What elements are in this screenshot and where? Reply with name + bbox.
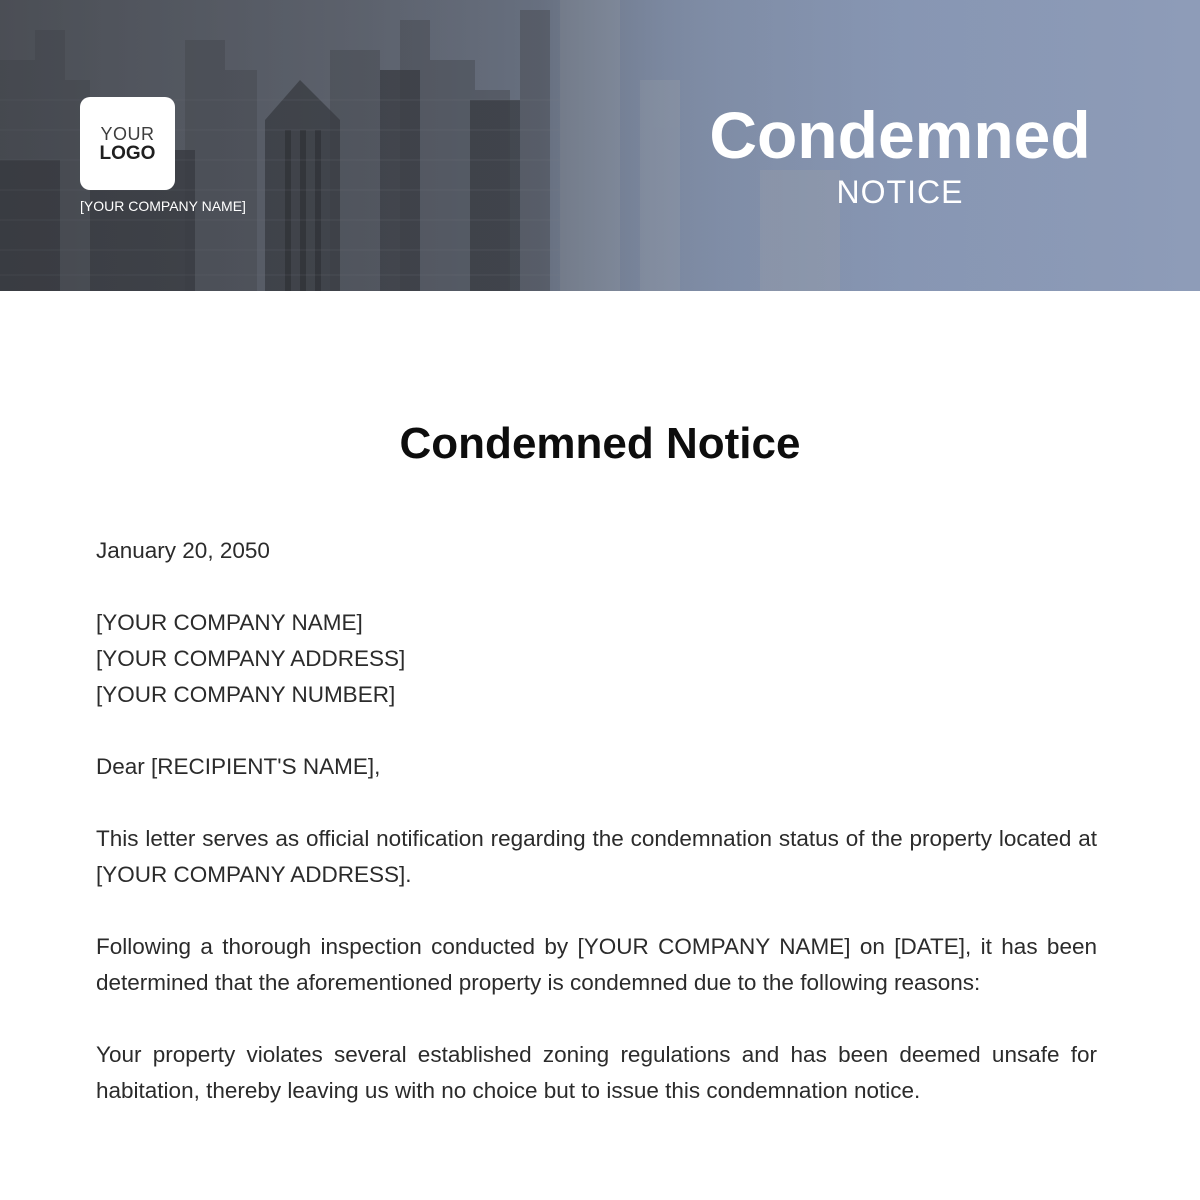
address-line-company-name: [YOUR COMPANY NAME]: [96, 610, 363, 635]
address-line-company-address: [YOUR COMPANY ADDRESS]: [96, 646, 406, 671]
paragraph-violation: Your property violates several established zoning regulations and has been deemed unsafe for habitation, thereby leaving us with no choice but to issue this condemnation notice.: [96, 1042, 1097, 1103]
letter-date: January 20, 2050: [96, 538, 270, 563]
address-line-company-number: [YOUR COMPANY NUMBER]: [96, 682, 396, 707]
logo-bottom-text: LOGO: [99, 142, 156, 164]
document-title: Condemned Notice: [399, 419, 801, 468]
paragraph-inspection: Following a thorough inspection conducted by [YOUR COMPANY NAME] on [DATE], it has been determined that the aforementioned property is condemned due to the following reasons:: [96, 934, 1097, 995]
paragraph-notification: This letter serves as official notification regarding the condemnation status of the property located at [YOUR COMPANY ADDRESS].: [96, 826, 1097, 887]
sender-address-block: [96, 605, 1097, 713]
banner-title: Condemned: [709, 98, 1091, 172]
header-banner: [0, 0, 1200, 291]
salutation: Dear [RECIPIENT'S NAME],: [96, 754, 381, 779]
letter-body: [96, 533, 1097, 1145]
banner-subtitle: NOTICE: [836, 174, 964, 210]
company-logo: [80, 97, 175, 190]
logo-top-text: YOUR: [100, 123, 155, 144]
banner-company-name: [YOUR COMPANY NAME]: [80, 198, 246, 214]
